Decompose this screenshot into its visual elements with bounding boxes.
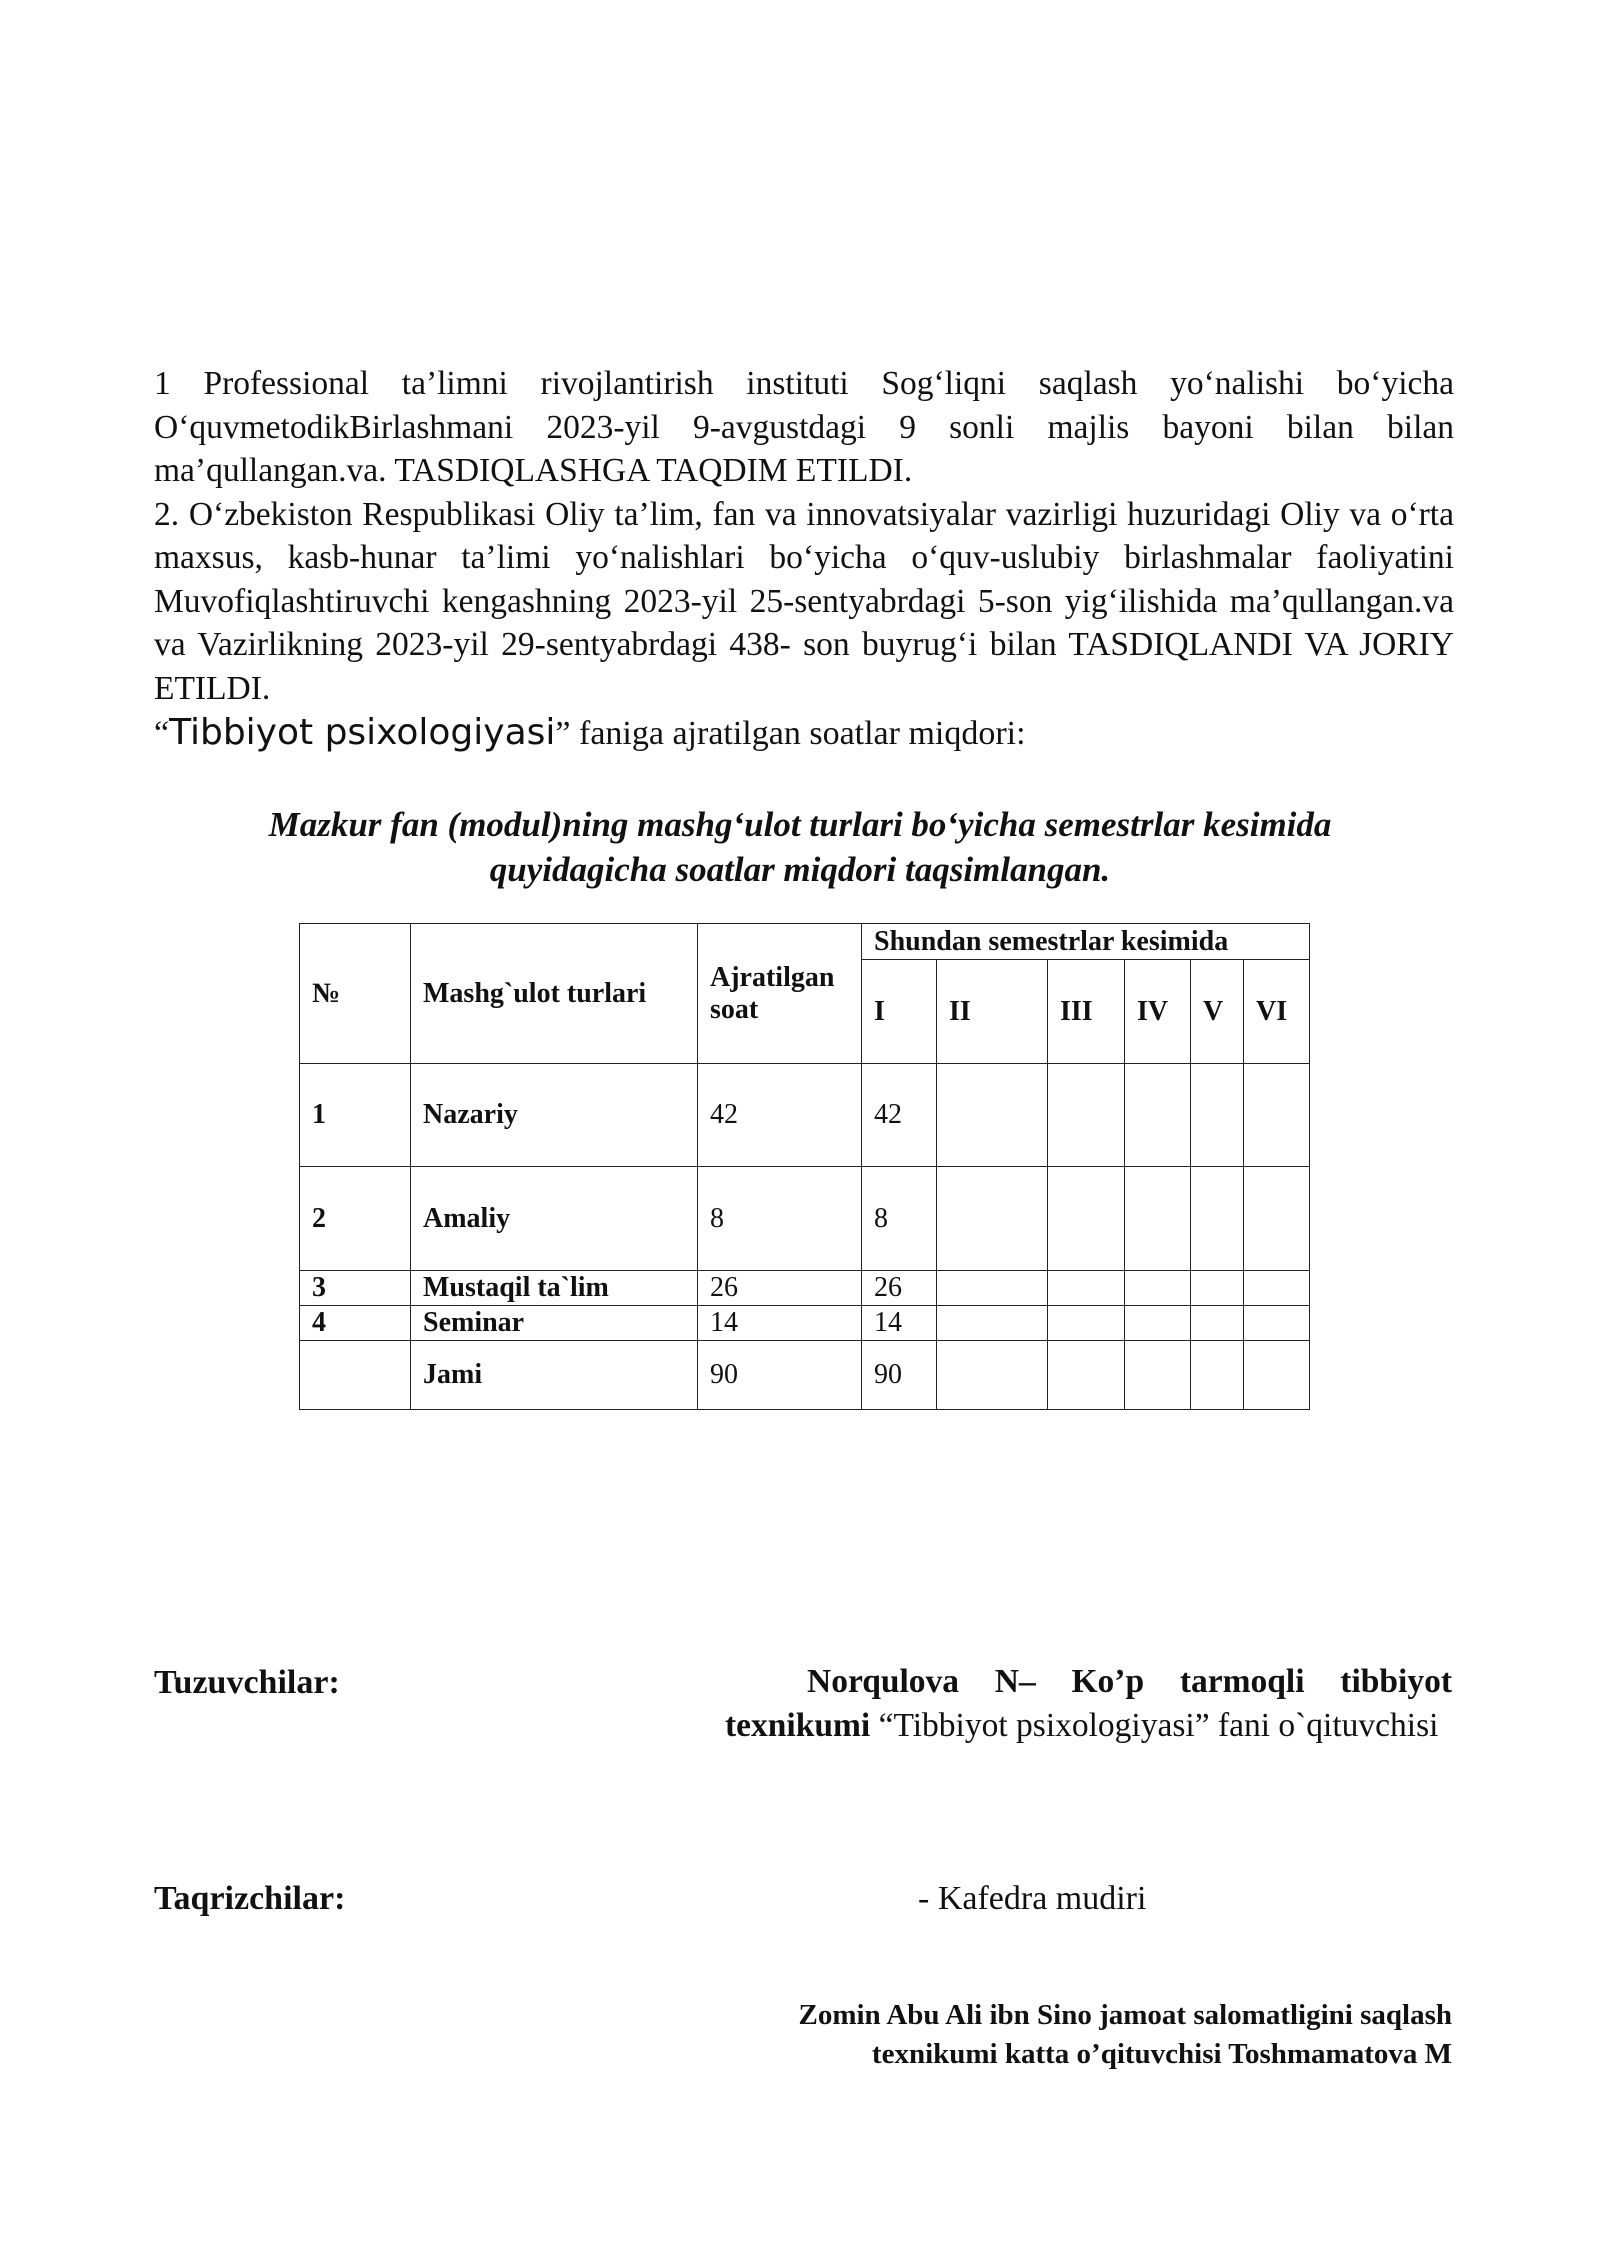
header-semester: IV: [1125, 960, 1191, 1064]
row-semester-value: [1244, 1271, 1310, 1306]
row-semester-value: 90: [862, 1341, 937, 1410]
row-semester-value: [1125, 1064, 1191, 1167]
intro-section: [154, 362, 1454, 757]
row-hours: 90: [698, 1341, 862, 1410]
compiler-position: “Tibbiyot psixologiyasi” fani o`qituvchisi: [870, 1707, 1439, 1744]
row-type: Mustaqil ta`lim: [411, 1271, 698, 1306]
reviewers-label: Taqrizchilar:: [154, 1880, 346, 1917]
row-semester-value: [1048, 1064, 1125, 1167]
row-hours: 26: [698, 1271, 862, 1306]
header-semesters-group: Shundan semestrlar kesimida: [862, 924, 1310, 960]
row-semester-value: [1191, 1341, 1244, 1410]
row-semester-value: [1191, 1064, 1244, 1167]
row-hours: 42: [698, 1064, 862, 1167]
reviewer-info: [652, 1996, 1452, 2074]
table-row: [300, 1271, 1310, 1306]
header-type: Mashg`ulot turlari: [411, 924, 698, 1064]
row-semester-value: [1125, 1306, 1191, 1341]
row-type: Amaliy: [411, 1167, 698, 1271]
compiler-info: [725, 1660, 1452, 1748]
row-type: Nazariy: [411, 1064, 698, 1167]
row-semester-value: [937, 1167, 1048, 1271]
row-semester-value: [1125, 1167, 1191, 1271]
row-semester-value: [1048, 1341, 1125, 1410]
hours-allocation-line: [154, 710, 1454, 757]
table-caption-line-1: Mazkur fan (modul)ning mashg‘ulot turlari bo‘yicha semestrlar kesimida: [268, 805, 1332, 844]
row-number: 4: [300, 1306, 411, 1341]
row-number: 3: [300, 1271, 411, 1306]
header-semester: VI: [1244, 960, 1310, 1064]
hours-allocation-text: ” faniga ajratilgan soatlar miqdori:: [555, 715, 1026, 752]
row-semester-value: [937, 1271, 1048, 1306]
row-semester-value: 26: [862, 1271, 937, 1306]
compiler-name: Norqulova N– Ko’p tarmoqli tibbiyot texnikumi: [725, 1663, 1452, 1744]
table-caption-line-2: quyidagicha soatlar miqdori taqsimlangan.: [489, 850, 1111, 889]
row-semester-value: [1125, 1271, 1191, 1306]
row-number: 1: [300, 1064, 411, 1167]
row-semester-value: [937, 1341, 1048, 1410]
row-semester-value: [937, 1306, 1048, 1341]
row-semester-value: [1191, 1306, 1244, 1341]
approval-paragraph-1: 1 Professional ta’limni rivojlantirish instituti Sog‘liqni saqlash yo‘nalishi bo‘yicha O‘quvmetodikBirlashmani 2023-yil 9-avgustdagi 9 sonli majlis bayoni bilan bilan ma’qullangan.va. TASDIQLASHGA TAQDIM ETILDI.: [154, 365, 1454, 489]
row-semester-value: [1191, 1167, 1244, 1271]
compilers-label: Tuzuvchilar:: [154, 1664, 340, 1701]
table-row: [300, 1306, 1310, 1341]
row-semester-value: [937, 1064, 1048, 1167]
open-quote: “: [154, 715, 170, 752]
approval-paragraph-2: 2. O‘zbekiston Respublikasi Oliy ta’lim, fan va innovatsiyalar vazirligi huzuridagi Oliy va o‘rta maxsus, kasb-hunar ta’limi yo‘nalishlari bo‘yicha o‘quv-uslubiy birlashmalar faoliyatini Muvofiqlashtiruvchi kengashning 2023-yil 25-sentyabrdagi 5-son yig‘ilishida ma’qullangan.va va Vazirlikning 2023-yil 29-sentyabrdagi 438- son buyrug‘i bilan TASDIQLANDI VA JORIY ETILDI.: [154, 495, 1454, 707]
reviewer-line-1: Zomin Abu Ali ibn Sino jamoat salomatligini saqlash: [798, 1999, 1452, 2031]
row-semester-value: 14: [862, 1306, 937, 1341]
table-total-row: [300, 1341, 1310, 1410]
header-number: №: [300, 924, 411, 1064]
header-semester: I: [862, 960, 937, 1064]
reviewer-line-2: texnikumi katta o’qituvchisi Toshmamatova M: [871, 2038, 1452, 2070]
row-semester-value: 8: [862, 1167, 937, 1271]
row-semester-value: [1125, 1341, 1191, 1410]
table-row: [300, 1167, 1310, 1271]
row-hours: 14: [698, 1306, 862, 1341]
hours-table: [299, 923, 1310, 1410]
row-semester-value: 42: [862, 1064, 937, 1167]
row-type: Jami: [411, 1341, 698, 1410]
row-semester-value: [1048, 1271, 1125, 1306]
header-semester: III: [1048, 960, 1125, 1064]
subject-name: Tibbiyot psixologiyasi: [169, 712, 556, 753]
row-semester-value: [1244, 1167, 1310, 1271]
row-number: 2: [300, 1167, 411, 1271]
row-type: Seminar: [411, 1306, 698, 1341]
table-row: [300, 1064, 1310, 1167]
row-semester-value: [1048, 1306, 1125, 1341]
row-hours: 8: [698, 1167, 862, 1271]
row-semester-value: [1191, 1271, 1244, 1306]
row-number: [300, 1341, 411, 1410]
row-semester-value: [1048, 1167, 1125, 1271]
row-semester-value: [1244, 1064, 1310, 1167]
table-caption: [180, 802, 1420, 892]
row-semester-value: [1244, 1306, 1310, 1341]
header-semester: V: [1191, 960, 1244, 1064]
header-semester: II: [937, 960, 1048, 1064]
row-semester-value: [1244, 1341, 1310, 1410]
reviewer-kafedra: - Kafedra mudiri: [918, 1880, 1147, 1917]
header-hours: Ajratilgan soat: [698, 924, 862, 1064]
